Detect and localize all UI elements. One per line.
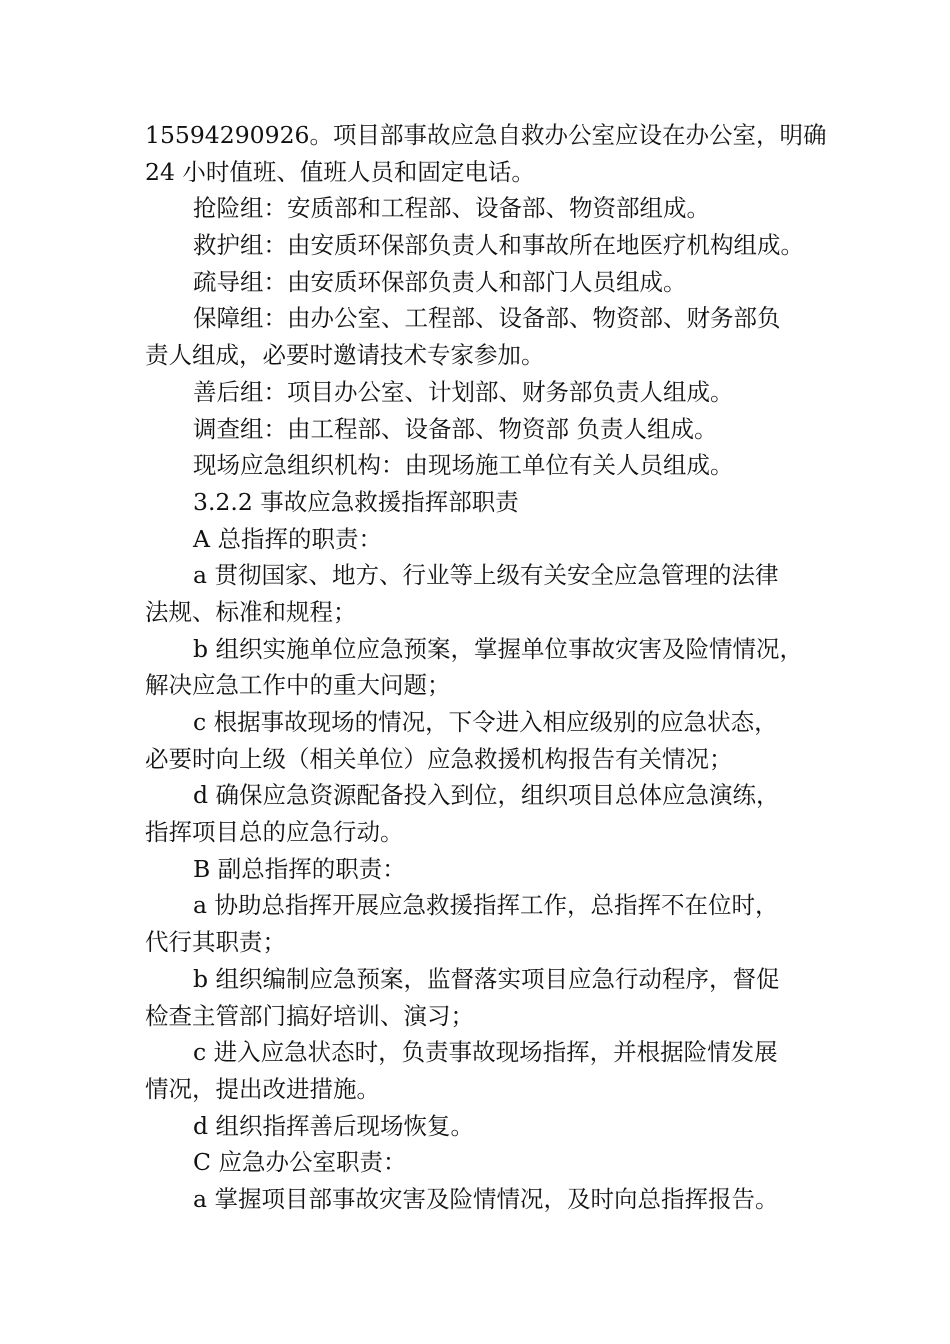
text-line: 调查组：由工程部、设备部、物资部 负责人组成。: [193, 414, 718, 443]
text-line: a 贯彻国家、地方、行业等上级有关安全应急管理的法律: [193, 561, 779, 590]
text-line: 疏导组：由安质环保部负责人和部门人员组成。: [193, 267, 687, 296]
text-line: 指挥项目总的应急行动。: [145, 818, 404, 847]
text-line: c 进入应急状态时，负责事故现场指挥，并根据险情发展: [193, 1038, 778, 1067]
text-line: b 组织编制应急预案，监督落实项目应急行动程序，督促: [193, 964, 780, 993]
subsection-heading: B 副总指挥的职责：: [193, 854, 406, 883]
text-line: 责人组成，必要时邀请技术专家参加。: [145, 341, 545, 370]
text-line: 必要时向上级（相关单位）应急救援机构报告有关情况；: [145, 744, 733, 773]
text-line: b 组织实施单位应急预案，掌握单位事故灾害及险情情况，: [193, 634, 804, 663]
text-line: 解决应急工作中的重大问题；: [145, 671, 451, 700]
text-line: 24 小时值班、值班人员和固定电话。: [145, 157, 535, 186]
text-line: 情况，提出改进措施。: [145, 1074, 380, 1103]
text-line: 救护组：由安质环保部负责人和事故所在地医疗机构组成。: [193, 231, 804, 260]
text-line: d 确保应急资源配备投入到位，组织项目总体应急演练，: [193, 781, 780, 810]
text-line: 善后组：项目办公室、计划部、财务部负责人组成。: [193, 377, 734, 406]
text-line: 保障组：由办公室、工程部、设备部、物资部、财务部负: [193, 304, 781, 333]
text-line: d 组织指挥善后现场恢复。: [193, 1111, 475, 1140]
subsection-heading: A 总指挥的职责：: [193, 524, 382, 553]
text-line: 法规、标准和规程；: [145, 597, 357, 626]
text-line: 15594290926。项目部事故应急自救办公室应设在办公室，明确: [145, 121, 827, 149]
text-line: 检查主管部门搞好培训、演习；: [145, 1001, 474, 1030]
text-line: 代行其职责；: [145, 928, 286, 957]
text-line: 现场应急组织机构：由现场施工单位有关人员组成。: [193, 451, 734, 480]
text-line: 抢险组：安质部和工程部、设备部、物资部组成。: [193, 194, 710, 223]
text-line: a 掌握项目部事故灾害及险情情况，及时向总指挥报告。: [193, 1184, 779, 1213]
text-line: a 协助总指挥开展应急救援指挥工作，总指挥不在位时，: [193, 891, 779, 920]
text-line: c 根据事故现场的情况，下令进入相应级别的应急状态，: [193, 708, 778, 736]
subsection-heading: C 应急办公室职责：: [193, 1148, 407, 1177]
document-body: [145, 117, 825, 1218]
section-heading: 3.2.2 事故应急救援指挥部职责: [193, 487, 519, 516]
